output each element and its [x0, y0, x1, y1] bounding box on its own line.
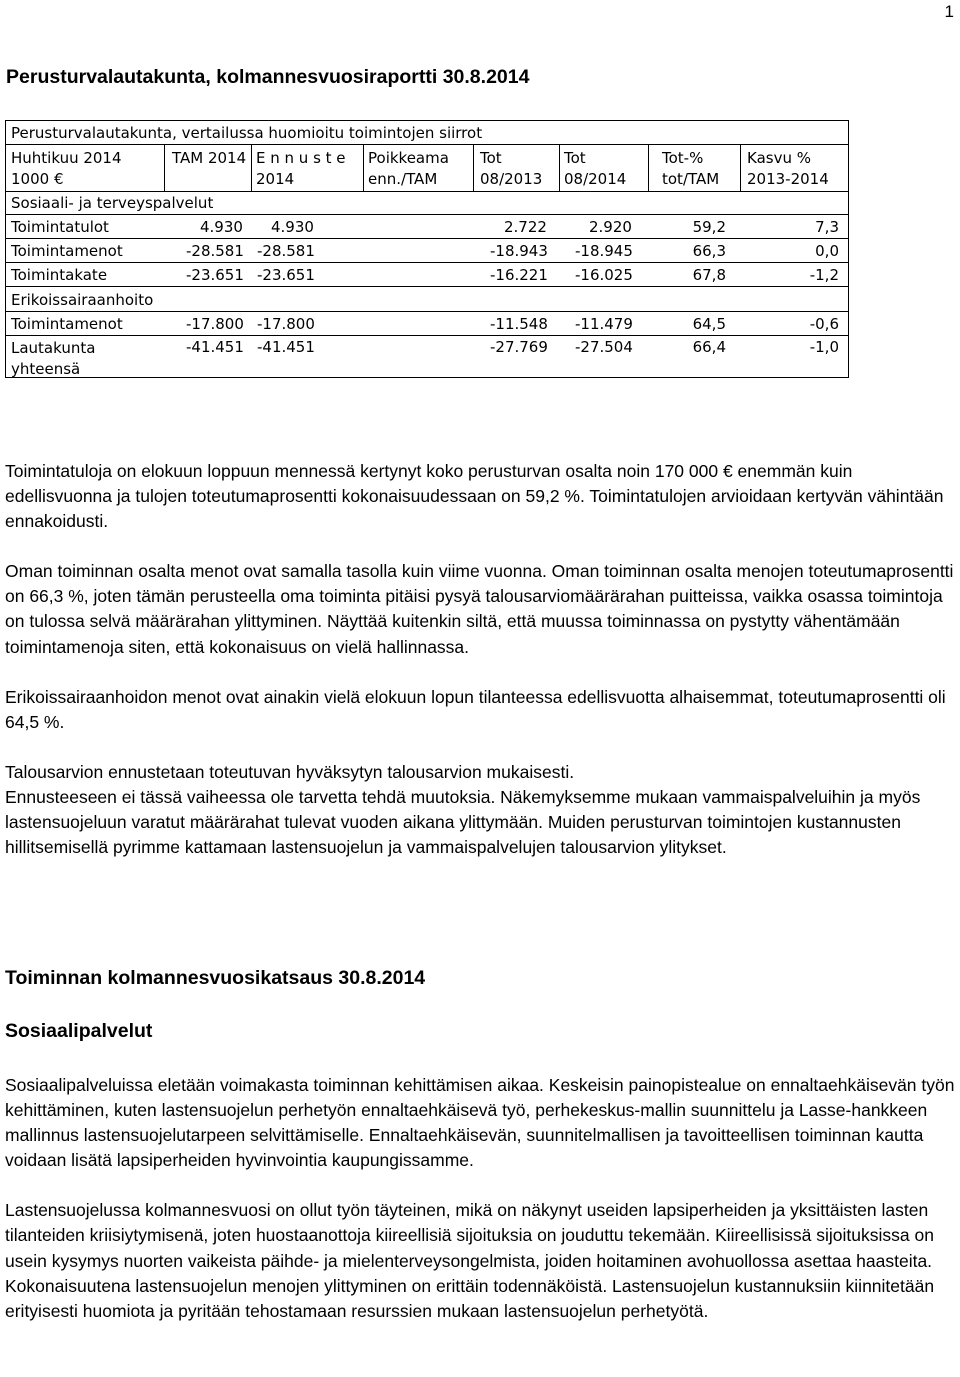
cell-tot-2013: -11.548: [490, 315, 548, 333]
header-tot-2014: Tot 08/2014: [564, 149, 627, 188]
paragraph: Ennusteeseen ei tässä vaiheessa ole tarvetta tehdä muutoksia. Näkemyksemme mukaan vammaispalveluihin ja myös lastensuojeluun varatut määrärahat tulevat vuoden aikana ylittymään. Muiden perusturvan toimintojen kustannusten hillitsemisellä pyrimme kattamaan lastensuojelun ja vammaispalvelujen talousarvion ylitykset.: [5, 786, 921, 858]
table-caption: Perusturvalautakunta, vertailussa huomioitu toimintojen siirrot: [11, 124, 483, 142]
cell-growth: -1,0: [809, 338, 839, 356]
header-tot-percent: Tot-% tot/TAM: [662, 149, 720, 188]
cell-tot-percent: 66,4: [692, 338, 726, 356]
paragraph: Talousarvion ennustetaan toteutuvan hyväksytyn talousarvion mukaisesti.: [5, 761, 575, 782]
cell-tot-2013: -27.769: [490, 338, 548, 356]
cell-tam: -28.581: [186, 242, 244, 260]
cell-tot-2014: 2.920: [589, 218, 632, 236]
row-label: Toimintamenot: [11, 242, 123, 260]
cell-forecast: -17.800: [257, 315, 315, 333]
paragraph: Lastensuojelussa kolmannesvuosi on ollut työn täyteinen, mikä on näkynyt useiden lapsiperheiden ja yksittäisten lasten tilanteiden kriisiytymisenä, joten huostaanottoja kiireellisiä sijoituksia on jouduttu tekemään. Kiireellisissä sijoituksissa on usein kysymys nuorten vaikeista päihde- ja mielenterveysongelmista, joiden hoitaminen avohuollossa asettaa haasteita. Kokonaisuutena lastensuojelun menojen ylittyminen on erittäin todennäköistä. Lastensuojelun kustannuksiin kiinnitetään erityisesti huomiota ja pyritään tehostamaan resurssien mukaan lastensuojelun perhetyötä.: [5, 1200, 935, 1321]
cell-tam: -17.800: [186, 315, 244, 333]
cell-tot-2013: 2.722: [504, 218, 547, 236]
cell-growth: 0,0: [815, 242, 839, 260]
section-heading: Toiminnan kolmannesvuosikatsaus 30.8.2014: [5, 967, 426, 989]
row-label: Toimintatulot: [11, 218, 109, 236]
page-number: 1: [944, 2, 954, 21]
cell-growth: -0,6: [809, 315, 839, 333]
cell-growth: -1,2: [809, 266, 839, 284]
header-tot-2013: Tot 08/2013: [480, 149, 543, 188]
cell-tot-2013: -16.221: [490, 266, 548, 284]
cell-tot-2013: -18.943: [490, 242, 548, 260]
paragraph: Oman toiminnan osalta menot ovat samalla tasolla kuin viime vuonna. Oman toiminnan osalta menojen toteutumaprosentti on 66,3 %, joten tämän perusteella oma toiminta pitäisi pysyä talousarviomäärärahan puitteissa, vaikka osassa toimintoja on tulossa selvä määrärahan ylittyminen. Näyttää kuitenkin siltä, että muussa toiminnassa on pystytty vähentämään toimintamenoja siten, että kokonaisuus on vielä hallinnassa.: [5, 561, 954, 657]
cell-forecast: -28.581: [257, 242, 315, 260]
cell-tot-2014: -16.025: [575, 266, 633, 284]
cell-forecast: -23.651: [257, 266, 315, 284]
cell-forecast: 4.930: [271, 218, 314, 236]
row-label: Lautakunta yhteensä: [11, 339, 96, 378]
body-text-social: [5, 1073, 955, 1349]
cell-tot-percent: 67,8: [692, 266, 726, 284]
header-month: Huhtikuu 2014 1000 €: [11, 149, 122, 188]
paragraph: Erikoissairaanhoidon menot ovat ainakin vielä elokuun lopun tilanteessa edellisvuotta alhaisemmat, toteutumaprosentti oli 64,5 %.: [5, 686, 946, 732]
paragraph: Toimintatuloja on elokuun loppuun mennessä kertynyt koko perusturvan osalta noin 170 000 € enemmän kuin edellisvuonna ja tulojen toteutumaprosentti kokonaisuudessaan on 59,2 %. Toimintatulojen arvioidaan kertyvän vähintään ennakoidusti.: [5, 461, 944, 532]
header-deviation: Poikkeama enn./TAM: [368, 149, 449, 188]
header-tam: TAM 2014: [172, 149, 247, 167]
cell-tot-2014: -18.945: [575, 242, 633, 260]
cell-tot-percent: 64,5: [692, 315, 726, 333]
cell-tam: 4.930: [200, 218, 243, 236]
cell-tot-2014: -27.504: [575, 338, 633, 356]
section-social-health: Sosiaali- ja terveyspalvelut: [11, 194, 214, 212]
row-label: Toimintakate: [11, 266, 108, 284]
header-forecast: E n n u s t e 2014: [256, 149, 346, 188]
subsection-heading: Sosiaalipalvelut: [5, 1020, 153, 1042]
row-label: Toimintamenot: [11, 315, 123, 333]
document-title: Perusturvalautakunta, kolmannesvuosiraportti 30.8.2014: [6, 66, 530, 88]
cell-tot-2014: -11.479: [575, 315, 633, 333]
header-growth: Kasvu % 2013-2014: [747, 149, 829, 188]
financial-table: [5, 120, 849, 378]
cell-forecast: -41.451: [257, 338, 315, 356]
cell-tot-percent: 59,2: [692, 218, 726, 236]
body-text: [5, 459, 955, 885]
cell-tam: -23.651: [186, 266, 244, 284]
cell-tam: -41.451: [186, 338, 244, 356]
cell-tot-percent: 66,3: [692, 242, 726, 260]
paragraph: Sosiaalipalveluissa eletään voimakasta toiminnan kehittämisen aikaa. Keskeisin painopistealue on ennaltaehkäisevän työn kehittäminen, kuten lastensuojelun perhetyön ennaltaehkäisevä työ, perhekeskus-mallin suunnittelu ja Lasse-hankkeen mallinnus lastensuojelutarpeen selvittämiselle. Ennaltaehkäisevän, suunnitelmallisen ja tavoitteellisen toiminnan kautta voidaan lisätä lapsiperheiden hyvinvointia kaupungissamme.: [5, 1075, 955, 1171]
section-specialist-care: Erikoissairaanhoito: [11, 291, 154, 309]
cell-growth: 7,3: [815, 218, 839, 236]
